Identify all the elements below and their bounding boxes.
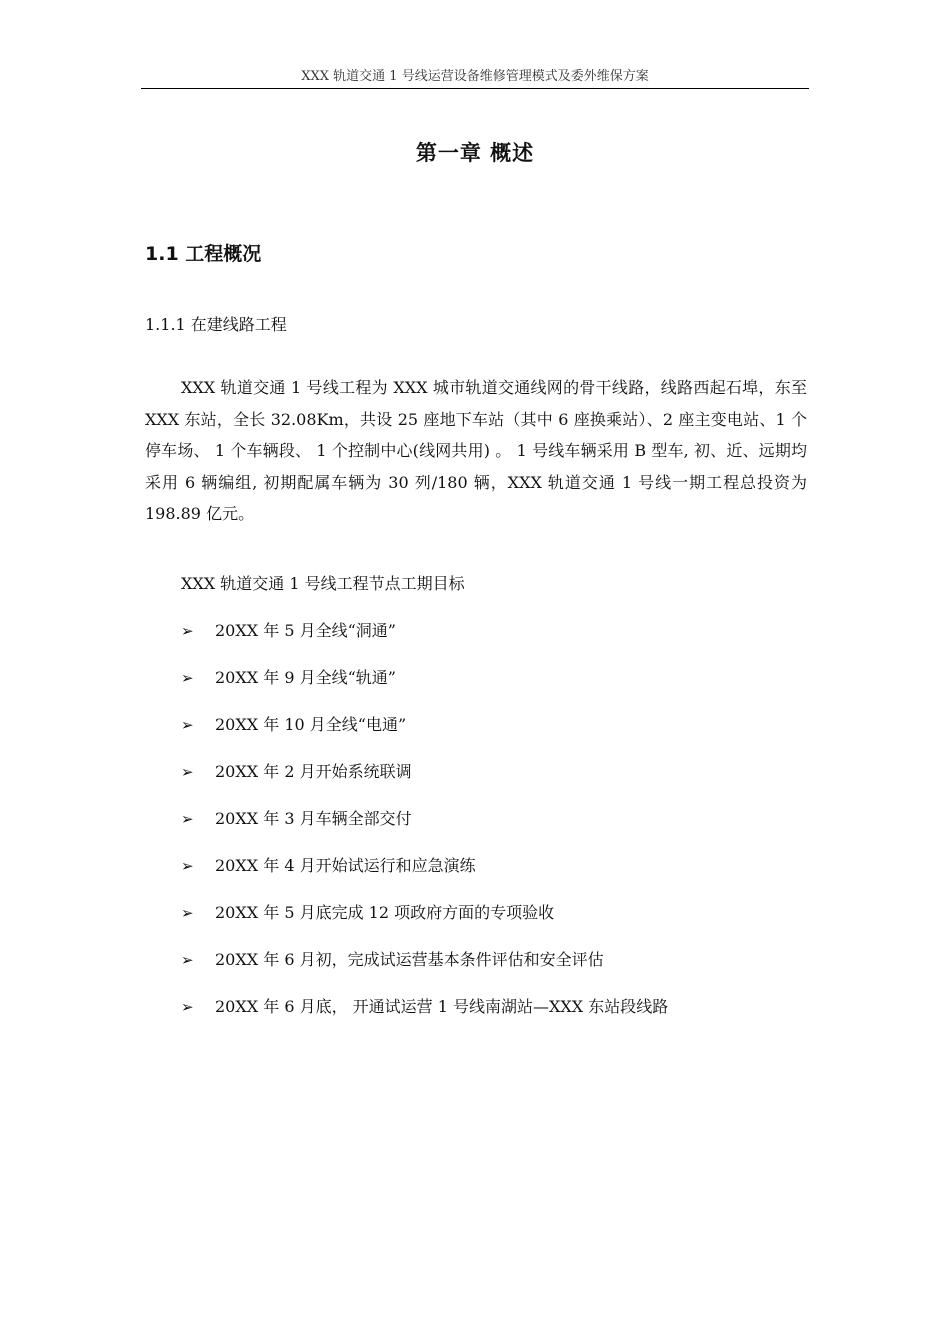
arrow-bullet-icon: ➢: [181, 810, 194, 828]
chapter-title: 第一章 概述: [415, 141, 535, 165]
subsection-title: 1.1.1 在建线路工程: [145, 315, 287, 334]
list-item: [181, 854, 668, 901]
milestones-heading: XXX 轨道交通 1 号线工程节点工期目标: [181, 574, 465, 593]
milestone-text: 20XX 年 4 月开始试运行和应急演练: [215, 856, 476, 875]
list-item: [181, 995, 668, 1042]
list-item: [181, 666, 668, 713]
milestone-text: 20XX 年 10 月全线“电通”: [215, 715, 407, 734]
milestone-text: 20XX 年 6 月初，完成试运营基本条件评估和安全评估: [215, 950, 604, 969]
milestone-text: 20XX 年 5 月底完成 12 项政府方面的专项验收: [215, 903, 555, 922]
milestone-text: 20XX 年 5 月全线“洞通”: [215, 621, 396, 640]
milestone-text: 20XX 年 9 月全线“轨通”: [215, 668, 396, 687]
list-item: [181, 948, 668, 995]
arrow-bullet-icon: ➢: [181, 669, 194, 687]
section-title: 1.1 工程概况: [145, 243, 262, 265]
arrow-bullet-icon: ➢: [181, 763, 194, 781]
arrow-bullet-icon: ➢: [181, 998, 194, 1016]
arrow-bullet-icon: ➢: [181, 904, 194, 922]
list-item: [181, 713, 668, 760]
overview-paragraph: XXX 轨道交通 1 号线工程为 XXX 城市轨道交通线网的骨干线路，线路西起石埠，东至 XXX 东站，全长 32.08Km，共设 25 座地下车站（其中 6 座换乘站）、2 座主变电站、1 个停车场、 1 个车辆段、 1 个控制中心(线网共用) 。 1 号线车辆采用 B 型车, 初、近、远期均采用 6 辆编组, 初期配属车辆为 30 列/180 辆，XXX 轨道交通 1 号线一期工程总投资为 198.89 亿元。: [145, 378, 807, 523]
arrow-bullet-icon: ➢: [181, 622, 194, 640]
milestone-text: 20XX 年 6 月底， 开通试运营 1 号线南湖站—XXX 东站段线路: [215, 997, 669, 1016]
running-header: XXX 轨道交通 1 号线运营设备维修管理模式及委外维保方案: [301, 69, 649, 84]
list-item: [181, 901, 668, 948]
arrow-bullet-icon: ➢: [181, 857, 194, 875]
list-item: [181, 619, 668, 666]
milestone-list: [181, 619, 668, 1042]
arrow-bullet-icon: ➢: [181, 716, 194, 734]
list-item: [181, 807, 668, 854]
milestone-text: 20XX 年 2 月开始系统联调: [215, 762, 412, 781]
list-item: [181, 760, 668, 807]
arrow-bullet-icon: ➢: [181, 951, 194, 969]
header-rule: [141, 88, 809, 89]
milestone-text: 20XX 年 3 月车辆全部交付: [215, 809, 412, 828]
